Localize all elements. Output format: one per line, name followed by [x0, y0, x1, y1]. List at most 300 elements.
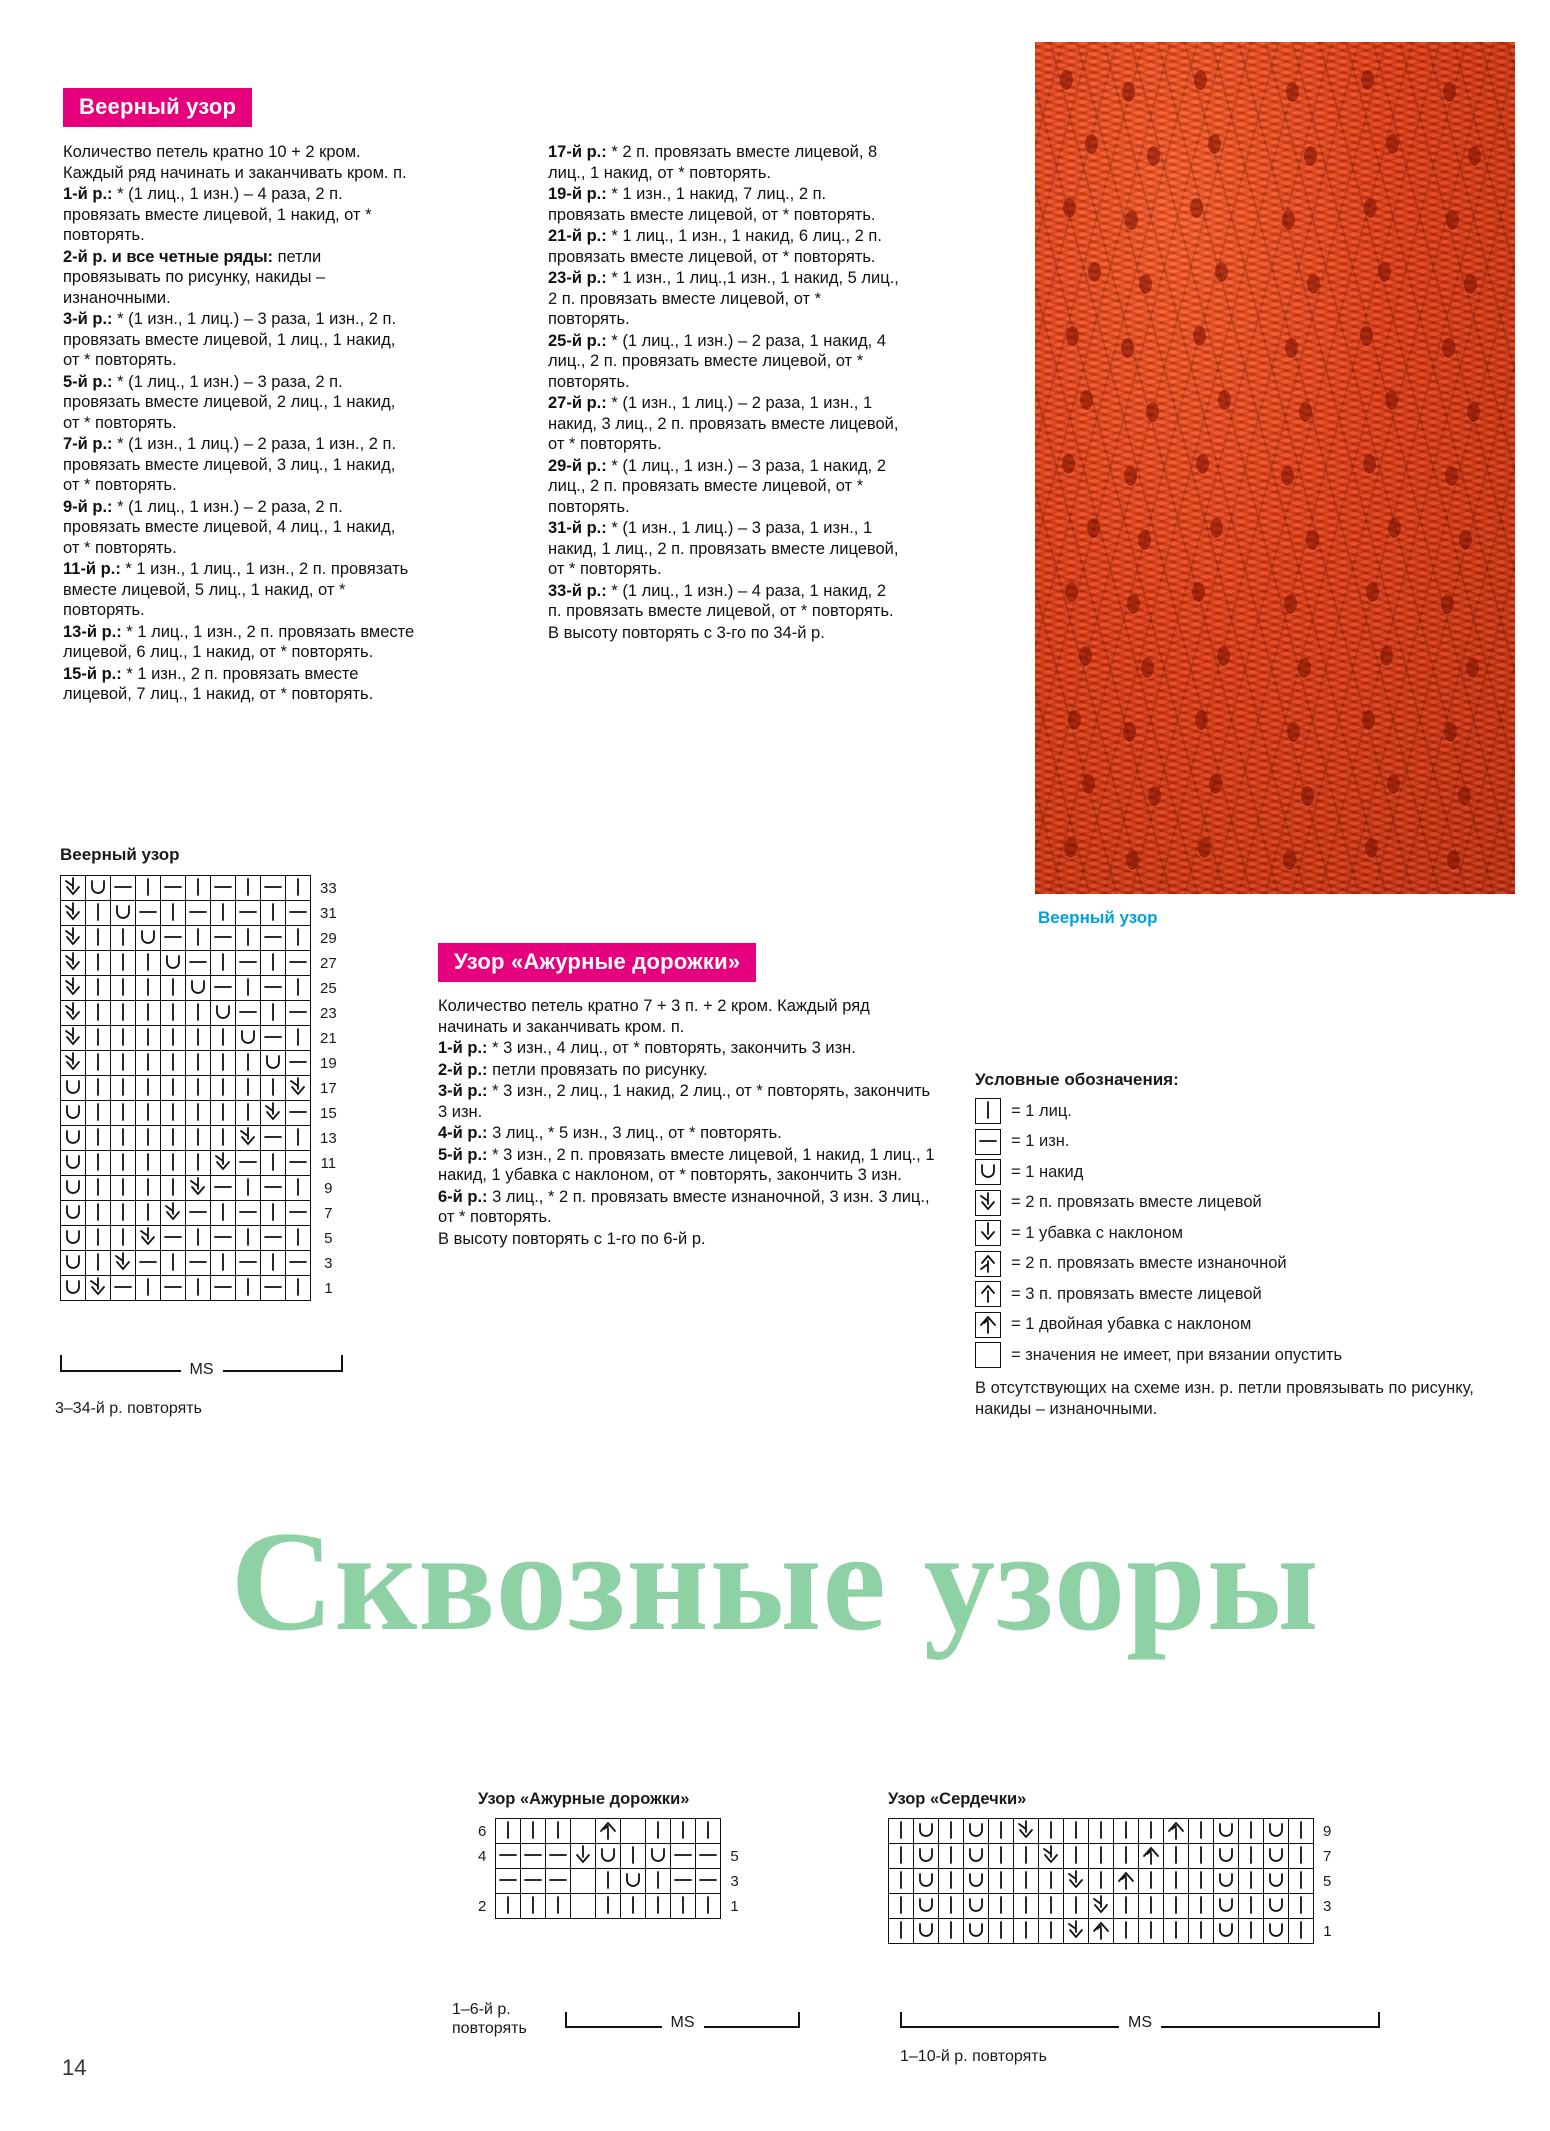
- knit-stitch-icon: [236, 976, 260, 1000]
- knit-stitch-icon: [261, 1076, 285, 1100]
- purl-stitch-icon: [161, 1276, 185, 1300]
- chart-cell: [211, 1051, 236, 1076]
- chart-cell: [261, 876, 286, 901]
- purl-stitch-icon: [211, 876, 235, 900]
- purl-stitch-icon: [161, 926, 185, 950]
- yarn-over-icon: [1264, 1869, 1288, 1893]
- chart-cell: [1039, 1869, 1064, 1894]
- chart-cell: [1139, 1819, 1164, 1844]
- knit-stitch-icon: [1064, 1844, 1088, 1868]
- knit-stitch-icon: [1114, 1894, 1138, 1918]
- lace-pattern-title: Узор «Ажурные дорожки»: [438, 943, 756, 982]
- chart-cell: [211, 951, 236, 976]
- chart-row-label: 1: [1323, 1922, 1332, 1940]
- knit-stitch-icon: [1239, 1919, 1263, 1943]
- knit-stitch-icon: [1014, 1844, 1038, 1868]
- knit-stitch-icon: [111, 1026, 135, 1050]
- knit-stitch-icon: [1089, 1819, 1113, 1843]
- chart-row-label: [721, 1819, 739, 1844]
- chart-cell: [496, 1894, 521, 1919]
- purl-stitch-icon: [546, 1844, 570, 1868]
- purl-stitch-icon: [236, 1201, 260, 1225]
- yarn-over-icon: [964, 1919, 988, 1943]
- chart-cell: [161, 1126, 186, 1151]
- chart-row-label: 29: [320, 929, 337, 947]
- knit-stitch-icon: [86, 1101, 110, 1125]
- legend-symbol: [975, 1220, 1001, 1246]
- chart-cell: [136, 1026, 161, 1051]
- knit-stitch-icon: [111, 1076, 135, 1100]
- yarn-over-icon: [964, 1844, 988, 1868]
- paragraph: 19-й р.: * 1 изн., 1 накид, 7 лиц., 2 п. провязать вместе лицевой, от * повторять.: [548, 185, 876, 224]
- chart-cell: [286, 1251, 311, 1276]
- knit-stitch-icon: [1239, 1844, 1263, 1868]
- chart-row-label: 7: [1323, 1847, 1332, 1865]
- knit-stitch-icon: [186, 1126, 210, 1150]
- yarn-over-icon: [61, 1101, 85, 1125]
- yarn-over-icon: [914, 1869, 938, 1893]
- chart-cell: [111, 1251, 136, 1276]
- chart-cell: [1039, 1894, 1064, 1919]
- knit-stitch-icon: [261, 1201, 285, 1225]
- chart-row: [478, 1819, 739, 1844]
- chart-cell: [111, 1101, 136, 1126]
- paragraph-label: 2-й р. и все четные ряды:: [63, 247, 274, 266]
- chart-cell: [286, 1026, 311, 1051]
- chart-cell: [236, 876, 261, 901]
- chart-row: [889, 1819, 1332, 1844]
- chart-cell: [86, 1176, 111, 1201]
- legend-label: = 1 лиц.: [1011, 1101, 1072, 1120]
- double-decrease-icon: [1089, 1919, 1113, 1943]
- knit-stitch-icon: [136, 1151, 160, 1175]
- knit-stitch-icon: [646, 1869, 670, 1893]
- knit-stitch-icon: [236, 876, 260, 900]
- paragraph: 29-й р.: * (1 лиц., 1 изн.) – 3 раза, 1 накид, 2 лиц., 2 п. провязать вместе лицевой, от * повторять.: [548, 456, 887, 516]
- knit-stitch-icon: [646, 1894, 670, 1918]
- paragraph: 3-й р.: * (1 изн., 1 лиц.) – 3 раза, 1 изн., 2 п. провязать вместе лицевой, 1 лиц., 1 накид, от * повторять.: [63, 310, 397, 369]
- chart-row-label: 1: [324, 1279, 333, 1297]
- chart-cell: [136, 1126, 161, 1151]
- chart-cell: [111, 1276, 136, 1301]
- knit-stitch-icon: [161, 1051, 185, 1075]
- chart-cell: [211, 1251, 236, 1276]
- knit-stitch-icon: [186, 1076, 210, 1100]
- double-decrease-icon: [1114, 1869, 1138, 1893]
- knit-stitch-icon: [236, 1076, 260, 1100]
- knit-stitch-icon: [86, 1151, 110, 1175]
- knit-stitch-icon: [111, 926, 135, 950]
- chart-cell: [1139, 1919, 1164, 1944]
- chart-row: [61, 901, 338, 926]
- chart-cell: [646, 1894, 671, 1919]
- chart-cell: [236, 926, 261, 951]
- knit-stitch-icon: [1289, 1844, 1313, 1868]
- chart-row: [61, 951, 338, 976]
- knit-stitch-icon: [989, 1819, 1013, 1843]
- knit-stitch-icon: [211, 1201, 235, 1225]
- purl-stitch-icon: [211, 1226, 235, 1250]
- chart-cell: [136, 1201, 161, 1226]
- knit-stitch-icon: [939, 1919, 963, 1943]
- legend-item: [975, 1312, 1495, 1338]
- double-decrease-icon: [1164, 1819, 1188, 1843]
- legend-label: = 2 п. провязать вместе изнаночной: [1011, 1254, 1287, 1272]
- paragraph: 6-й р.: 3 лиц., * 2 п. провязать вместе изнаночной, 3 изн. 3 лиц., от * повторять.: [438, 1187, 930, 1226]
- chart-row: [61, 1126, 338, 1151]
- paragraph-label: 17-й р.:: [548, 143, 607, 161]
- chart-cell: [989, 1919, 1014, 1944]
- chart-cell: [86, 1051, 111, 1076]
- chart-cell: [211, 926, 236, 951]
- chart-cell: [161, 1001, 186, 1026]
- paragraph: 1-й р.: * 3 изн., 4 лиц., от * повторять, закончить 3 изн.: [438, 1039, 856, 1057]
- knit-stitch-icon: [111, 1101, 135, 1125]
- purl-stitch-icon: [286, 901, 310, 925]
- knit-stitch-icon: [989, 1894, 1013, 1918]
- yarn-over-icon: [964, 1869, 988, 1893]
- page-number: 14: [62, 2055, 87, 2080]
- knit-stitch-icon: [136, 1126, 160, 1150]
- chart-cell: [61, 1001, 86, 1026]
- legend-item: [975, 1251, 1495, 1277]
- chart-cell: [261, 1051, 286, 1076]
- knit-stitch-icon: [989, 1844, 1013, 1868]
- chart-cell: [236, 976, 261, 1001]
- chart-cell: [161, 1151, 186, 1176]
- purl-stitch-icon: [236, 901, 260, 925]
- purl-stitch-icon: [496, 1844, 520, 1868]
- purl-stitch-icon: [186, 901, 210, 925]
- purl-stitch-icon: [696, 1844, 720, 1868]
- chart-cell: [61, 951, 86, 976]
- chart-cell: [596, 1844, 621, 1869]
- knit-stitch-icon: [186, 1101, 210, 1125]
- chart-cell: [696, 1894, 721, 1919]
- purl-stitch-icon: [546, 1869, 570, 1893]
- legend-item: [975, 1159, 1495, 1185]
- chart-cell: [889, 1894, 914, 1919]
- chart-cell: [521, 1894, 546, 1919]
- k2tog-icon: [976, 1191, 1000, 1215]
- chart-cell: [186, 1126, 211, 1151]
- knit-stitch-icon: [186, 1051, 210, 1075]
- knit-stitch-icon: [939, 1819, 963, 1843]
- yarn-over-icon: [236, 1026, 260, 1050]
- chart-cell: [1139, 1869, 1164, 1894]
- knit-stitch-icon: [161, 1026, 185, 1050]
- yarn-over-icon: [1264, 1819, 1288, 1843]
- chart-cell: [1214, 1894, 1239, 1919]
- purl-stitch-icon: [186, 951, 210, 975]
- yarn-over-icon: [186, 976, 210, 1000]
- knit-stitch-icon: [211, 1076, 235, 1100]
- k3tog-icon: [976, 1282, 1000, 1306]
- chart-cell: [86, 1001, 111, 1026]
- chart-cell: [939, 1894, 964, 1919]
- chart-cell: [964, 1869, 989, 1894]
- chart-cell: [261, 901, 286, 926]
- chart-cell: [186, 1051, 211, 1076]
- chart-cell: [186, 1026, 211, 1051]
- chart-cell: [211, 1176, 236, 1201]
- chart-cell: [86, 1126, 111, 1151]
- chart-cell: [1164, 1869, 1189, 1894]
- knit-stitch-icon: [136, 1001, 160, 1025]
- knit-stitch-icon: [621, 1844, 645, 1868]
- chart-row: [889, 1869, 1332, 1894]
- chart-cell: [1089, 1919, 1114, 1944]
- knit-stitch-icon: [889, 1819, 913, 1843]
- chart-cell: [86, 951, 111, 976]
- purl-stitch-icon: [521, 1844, 545, 1868]
- chart-cell: [261, 951, 286, 976]
- chart-cell: [1289, 1894, 1314, 1919]
- knit-stitch-icon: [889, 1844, 913, 1868]
- knit-stitch-icon: [1289, 1894, 1313, 1918]
- chart-cell: [61, 1051, 86, 1076]
- purl-stitch-icon: [186, 1201, 210, 1225]
- chart-cell: [161, 1051, 186, 1076]
- knit-stitch-icon: [939, 1894, 963, 1918]
- chart-cell: [61, 901, 86, 926]
- purl-stitch-icon: [976, 1130, 1000, 1154]
- knit-stitch-icon: [86, 1201, 110, 1225]
- knit-stitch-icon: [86, 1051, 110, 1075]
- stitch-chart: [478, 1818, 739, 1919]
- knit-stitch-icon: [1039, 1869, 1063, 1893]
- knit-stitch-icon: [286, 876, 310, 900]
- double-decrease-icon: [1139, 1844, 1163, 1868]
- knit-stitch-icon: [211, 1101, 235, 1125]
- chart-cell: [86, 1151, 111, 1176]
- chart-cell: [236, 1251, 261, 1276]
- paragraph: 27-й р.: * (1 изн., 1 лиц.) – 2 раза, 1 изн., 1 накид, 3 лиц., 2 п. провязать вместе лицевой, от * повторять.: [548, 394, 899, 453]
- knit-stitch-icon: [186, 1226, 210, 1250]
- chart-cell: [261, 1026, 286, 1051]
- yarn-over-icon: [61, 1151, 85, 1175]
- chart-cell: [111, 1001, 136, 1026]
- knit-stitch-icon: [889, 1894, 913, 1918]
- chart-cell: [1239, 1844, 1264, 1869]
- knit-stitch-icon: [1239, 1869, 1263, 1893]
- chart-row-label: 27: [320, 954, 337, 972]
- chart-cell: [286, 1176, 311, 1201]
- paragraph-label: 25-й р.:: [548, 331, 607, 350]
- k2tog-icon: [261, 1101, 285, 1125]
- ssk-icon: [571, 1844, 595, 1868]
- knit-stitch-icon: [1164, 1894, 1188, 1918]
- chart-cell: [261, 1201, 286, 1226]
- paragraph-label: 11-й р.:: [63, 560, 121, 578]
- chart-cell: [161, 901, 186, 926]
- chart-row: [61, 1001, 338, 1026]
- hearts-chart-title: Узор «Сердечки»: [888, 1790, 1027, 1808]
- knit-stitch-icon: [496, 1894, 520, 1918]
- chart-cell: [1264, 1919, 1289, 1944]
- double-decrease-icon: [596, 1819, 620, 1843]
- chart-cell: [186, 976, 211, 1001]
- chart-cell: [646, 1819, 671, 1844]
- knit-stitch-icon: [1114, 1844, 1138, 1868]
- legend-symbol: [975, 1281, 1001, 1307]
- chart-cell: [286, 1201, 311, 1226]
- hearts-chart-ms-bracket: [900, 2012, 1380, 2046]
- knit-stitch-icon: [86, 1076, 110, 1100]
- knit-stitch-icon: [136, 1101, 160, 1125]
- yarn-over-icon: [61, 1126, 85, 1150]
- legend-label: = 3 п. провязать вместе лицевой: [1011, 1284, 1262, 1303]
- knit-stitch-icon: [1014, 1894, 1038, 1918]
- chart-cell: [236, 951, 261, 976]
- k2tog-icon: [161, 1201, 185, 1225]
- knit-stitch-icon: [136, 1051, 160, 1075]
- chart-row-label: 9: [1323, 1822, 1332, 1840]
- legend: [975, 1070, 1495, 1373]
- yarn-over-icon: [964, 1819, 988, 1843]
- chart-cell: [646, 1844, 671, 1869]
- chart-cell: [1014, 1869, 1039, 1894]
- chart-cell: [286, 876, 311, 901]
- k2tog-icon: [111, 1251, 135, 1275]
- paragraph-label: 7-й р.:: [63, 435, 113, 453]
- legend-note: В отсутствующих на схеме изн. р. петли провязывать по рисунку, накиды – изнаночными.: [975, 1379, 1474, 1418]
- chart-cell: [989, 1894, 1014, 1919]
- fan-chart: [60, 875, 338, 1301]
- knit-stitch-icon: [1139, 1869, 1163, 1893]
- chart-row-label: 1: [730, 1897, 739, 1915]
- chart-cell: [111, 1226, 136, 1251]
- yarn-over-icon: [61, 1276, 85, 1300]
- chart-cell: [61, 1201, 86, 1226]
- paragraph-label: 13-й р.:: [63, 622, 122, 641]
- chart-cell: [186, 1201, 211, 1226]
- k2tog-icon: [1089, 1894, 1113, 1918]
- section-heading: Сквозные узоры: [230, 1502, 1320, 1660]
- paragraph-label: 5-й р.:: [438, 1145, 488, 1164]
- chart-cell: [914, 1819, 939, 1844]
- knit-stitch-icon: [136, 1201, 160, 1225]
- chart-cell: [286, 1151, 311, 1176]
- chart-cell: [261, 1226, 286, 1251]
- knit-stitch-icon: [261, 1251, 285, 1275]
- chart-cell: [286, 926, 311, 951]
- chart-cell: [211, 1151, 236, 1176]
- k2tog-icon: [136, 1226, 160, 1250]
- legend-item: [975, 1098, 1495, 1124]
- knit-stitch-icon: [236, 926, 260, 950]
- chart-cell: [496, 1819, 521, 1844]
- lace-chart-ms-bracket: [565, 2012, 800, 2046]
- chart-cell: [286, 1226, 311, 1251]
- knit-stitch-icon: [1189, 1919, 1213, 1943]
- yarn-over-icon: [1264, 1919, 1288, 1943]
- paragraph: Количество петель кратно 7 + 3 п. + 2 кром. Каждый ряд начинать и заканчивать кром. п.: [438, 997, 870, 1036]
- knit-stitch-icon: [86, 1126, 110, 1150]
- chart-cell: [546, 1819, 571, 1844]
- knit-stitch-icon: [186, 926, 210, 950]
- yarn-over-icon: [86, 876, 110, 900]
- knit-stitch-icon: [1164, 1919, 1188, 1943]
- paragraph: 2-й р. и все четные ряды: петли провязывать по рисунку, накиды – изнаночными.: [63, 247, 326, 307]
- chart-cell: [1164, 1919, 1189, 1944]
- purl-stitch-icon: [211, 1276, 235, 1300]
- paragraph: 31-й р.: * (1 изн., 1 лиц.) – 3 раза, 1 изн., 1 накид, 1 лиц., 2 п. провязать вместе лицевой, от * повторять.: [548, 519, 899, 578]
- chart-row-label: 19: [320, 1054, 337, 1072]
- knit-stitch-icon: [596, 1894, 620, 1918]
- chart-cell: [111, 926, 136, 951]
- purl-stitch-icon: [286, 1201, 310, 1225]
- chart-row: [61, 1226, 338, 1251]
- legend-items: [975, 1098, 1495, 1368]
- knit-stitch-icon: [286, 976, 310, 1000]
- knit-stitch-icon: [286, 1226, 310, 1250]
- purl-stitch-icon: [496, 1869, 520, 1893]
- chart-cell: [989, 1819, 1014, 1844]
- chart-row: [61, 1026, 338, 1051]
- purl-stitch-icon: [186, 1251, 210, 1275]
- knit-stitch-icon: [161, 901, 185, 925]
- chart-row-label: 33: [320, 879, 337, 897]
- legend-item: [975, 1220, 1495, 1246]
- chart-cell: [261, 926, 286, 951]
- paragraph-label: 15-й р.:: [63, 664, 122, 683]
- chart-cell: [261, 1251, 286, 1276]
- fan-pattern-photo: [1035, 42, 1515, 894]
- chart-row: [61, 1176, 338, 1201]
- paragraph: 2-й р.: петли провязать по рисунку.: [438, 1060, 708, 1079]
- chart-cell: [136, 1176, 161, 1201]
- chart-cell: [261, 1276, 286, 1301]
- paragraph-label: 29-й р.:: [548, 456, 607, 475]
- chart-cell: [211, 901, 236, 926]
- knit-stitch-icon: [236, 1276, 260, 1300]
- chart-cell: [261, 1101, 286, 1126]
- knit-stitch-icon: [1289, 1869, 1313, 1893]
- chart-cell: [186, 1251, 211, 1276]
- chart-cell: [496, 1869, 521, 1894]
- chart-cell: [1189, 1894, 1214, 1919]
- chart-cell: [1114, 1894, 1139, 1919]
- chart-cell: [696, 1869, 721, 1894]
- knit-stitch-icon: [211, 901, 235, 925]
- chart-cell: [236, 1026, 261, 1051]
- paragraph: В высоту повторять с 1-го по 6-й р.: [438, 1229, 706, 1248]
- lace-chart-footer-line1: 1–6-й р.: [452, 2001, 511, 2018]
- knit-stitch-icon: [286, 1276, 310, 1300]
- knit-stitch-icon: [136, 951, 160, 975]
- chart-cell: [186, 876, 211, 901]
- chart-cell: [86, 926, 111, 951]
- legend-symbol: [975, 1312, 1001, 1338]
- chart-cell: [236, 1151, 261, 1176]
- paragraph: 33-й р.: * (1 лиц., 1 изн.) – 4 раза, 1 накид, 2 п. провязать вместе лицевой, от * повторять.: [548, 581, 894, 620]
- chart-cell: [914, 1894, 939, 1919]
- knit-stitch-icon: [1039, 1919, 1063, 1943]
- chart-cell: [914, 1844, 939, 1869]
- chart-cell: [61, 1226, 86, 1251]
- knit-stitch-icon: [939, 1869, 963, 1893]
- chart-cell: [889, 1869, 914, 1894]
- chart-cell: [111, 976, 136, 1001]
- chart-cell: [161, 1276, 186, 1301]
- chart-cell: [236, 1226, 261, 1251]
- knit-stitch-icon: [136, 876, 160, 900]
- paragraph: 11-й р.: * 1 изн., 1 лиц., 1 изн., 2 п. провязать вместе лицевой, 5 лиц., 1 накид, от * повторять.: [63, 560, 409, 619]
- knit-stitch-icon: [546, 1894, 570, 1918]
- legend-symbol: [975, 1251, 1001, 1277]
- hearts-chart-footer: 1–10-й р. повторять: [900, 2048, 1047, 2065]
